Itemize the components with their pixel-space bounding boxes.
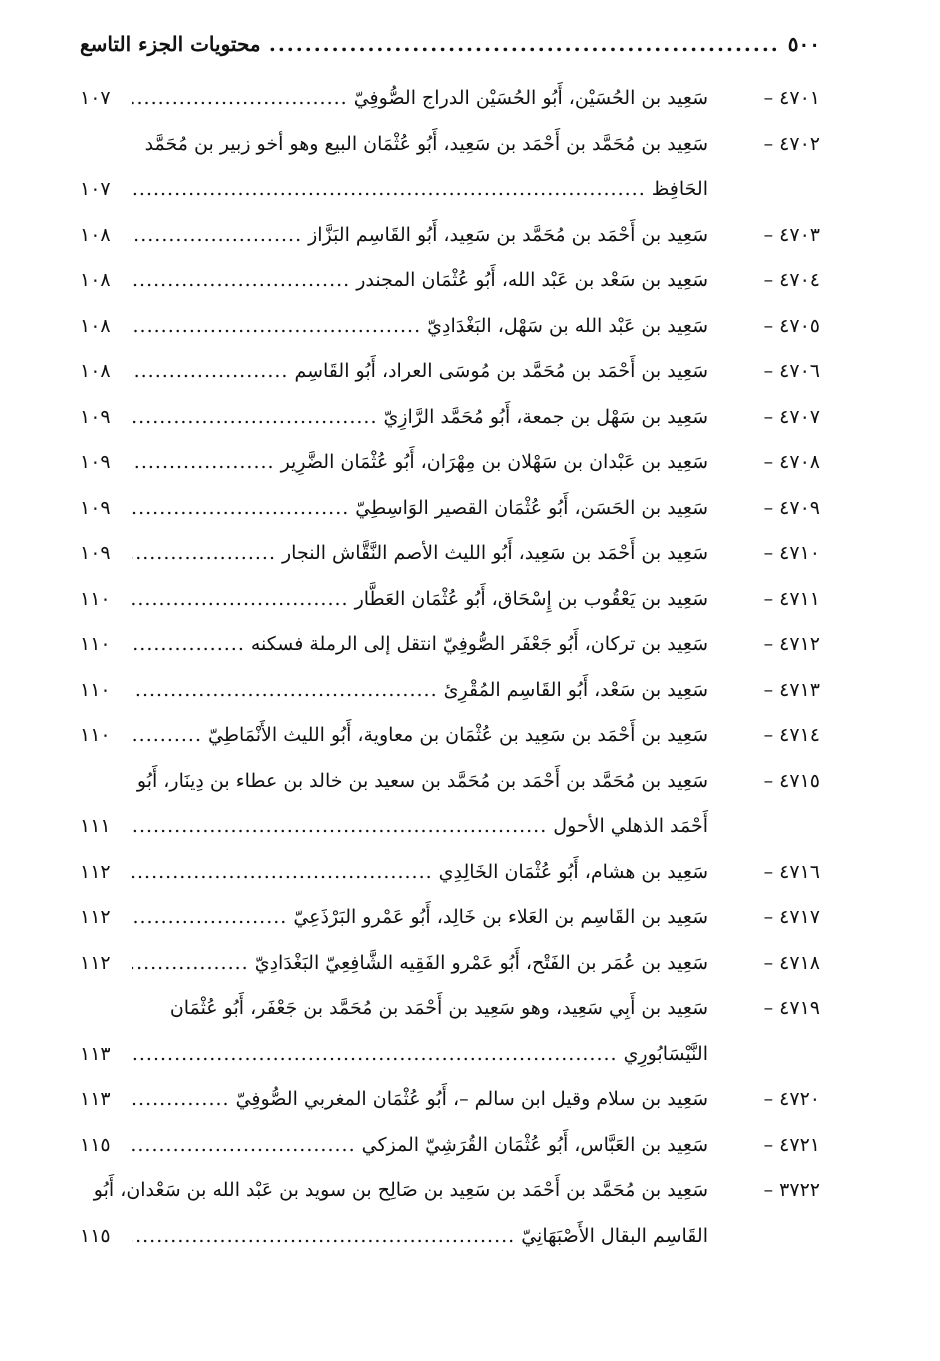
entry-line [80, 122, 820, 168]
contents-entry [80, 577, 820, 623]
entry-title: سَعِيد بن القَاسِم بن العَلاء بن خَالِد، أَبُو عَمْرو البَرْذَعِيّ [293, 906, 708, 928]
entry-title: سَعِيد بن عَبْد الله بن سَهْل، البَغْدَادِيّ [427, 314, 708, 337]
entry-page-number: ١١٣ [80, 1042, 111, 1065]
entry-page-number: ١١٢ [80, 906, 111, 928]
entry-line [80, 486, 820, 532]
entry-title: سَعِيد بن عُمَر بن الفَتْح، أَبُو عَمْرو الفَقِيه الشَّافِعِيّ البَغْدَادِيّ [254, 951, 708, 974]
entry-title: الحَافِظ [651, 178, 708, 200]
entry-line [80, 1214, 820, 1260]
entry-number: ٤٧٠٧ – [763, 405, 820, 428]
entry-line [80, 395, 820, 441]
leader-dots [132, 395, 377, 441]
entry-title: سَعِيد بن الحَسَن، أَبُو عُثْمَان القصير الوَاسِطِيّ [355, 496, 708, 519]
contents-entry [80, 941, 820, 987]
entry-number: ٤٧١٥ – [763, 769, 820, 792]
contents-entry [80, 1123, 820, 1169]
entry-title: سَعِيد بن هشام، أَبُو عُثْمَان الخَالِدِي [438, 860, 708, 883]
entry-number: ٤٧١٣ – [763, 678, 820, 701]
entry-number: ٤٧٢١ – [763, 1133, 820, 1156]
leader-dots [132, 1032, 618, 1078]
entry-title: سَعِيد بن عَبْدان بن سَهْلان بن مِهْرَان، أَبُو عُثْمَان الضَّرِير [280, 451, 708, 473]
entry-line [80, 895, 820, 941]
leader-dots [132, 486, 349, 532]
entry-page-number: ١٠٩ [80, 405, 111, 428]
contents-entry [80, 759, 820, 850]
entry-title: القَاسِم البقال الأَصْبَهَانِيّ [521, 1224, 708, 1247]
entry-line [80, 531, 820, 577]
entry-line [80, 1123, 820, 1169]
entry-line [80, 986, 820, 1032]
entry-page-number: ١١٠ [80, 678, 111, 701]
contents-entry [80, 668, 820, 714]
entry-title: سَعِيد بن الحُسَيْن، أَبُو الحُسَيْن الدراج الصُّوفِيّ [353, 87, 708, 109]
entry-line [80, 304, 820, 350]
contents-entry [80, 122, 820, 213]
entry-number: ٤٧٠٨ – [763, 451, 820, 473]
leader-dots [132, 1077, 230, 1123]
entry-number: ٣٧٢٢ – [763, 1179, 820, 1201]
entry-title: سَعِيد بن سَعْد، أَبُو القَاسِم المُقْرِئ [443, 678, 708, 701]
leader-dots [132, 304, 421, 350]
entry-title: سَعِيد بن مُحَمَّد بن أَحْمَد بن سَعِيد، أَبُو عُثْمَان البيع وهو أخو زبير بن مُحَمَّد [144, 132, 708, 155]
entry-page-number: ١١٠ [80, 633, 111, 655]
entry-line [80, 804, 820, 850]
entry-title: النَّيْسَابُورِي [623, 1042, 708, 1065]
entry-number: ٤٧١٠ – [763, 542, 820, 564]
entry-title: سَعِيد بن أَبِي سَعِيد، وهو سَعِيد بن أَحْمَد بن مُحَمَّد بن جَعْفَر، أَبُو عُثْمَان [169, 997, 708, 1019]
entry-number: ٤٧١٩ – [763, 997, 820, 1019]
contents-entry [80, 713, 820, 759]
contents-entry [80, 850, 820, 896]
entry-title: سَعِيد بن العَبَّاس، أَبُو عُثْمَان القُرَشِيّ المزكي [361, 1133, 708, 1156]
header-leader-dots [269, 32, 780, 56]
entry-line [80, 577, 820, 623]
entry-page-number: ١٠٨ [80, 314, 111, 337]
entry-line [80, 1032, 820, 1078]
entry-title: سَعِيد بن مُحَمَّد بن أَحْمَد بن سَعِيد بن صَالِح بن سويد بن عَبْد الله بن سَعْدان، أَبُو [93, 1179, 708, 1201]
leader-dots [132, 167, 646, 213]
leader-dots [132, 895, 287, 941]
entry-number: ٤٧٠٣ – [763, 223, 820, 246]
leader-dots [132, 349, 288, 395]
contents-entry [80, 395, 820, 441]
entry-title: سَعِيد بن أَحْمَد بن سَعِيد، أَبُو الليث الأصم النَّقَّاش النجار [281, 542, 708, 564]
entry-line [80, 1168, 820, 1214]
entry-page-number: ١٠٩ [80, 451, 111, 473]
entry-page-number: ١١٠ [80, 724, 111, 746]
entry-page-number: ١٠٩ [80, 542, 111, 564]
entry-page-number: ١٠٩ [80, 496, 111, 519]
page-header [80, 32, 820, 68]
leader-dots [132, 713, 202, 759]
contents-entry [80, 349, 820, 395]
leader-dots [132, 941, 249, 987]
entry-number: ٤٧٠٤ – [763, 269, 820, 291]
entry-line [80, 213, 820, 259]
contents-entry [80, 895, 820, 941]
entry-page-number: ١١٢ [80, 951, 111, 974]
leader-dots [132, 258, 350, 304]
entry-number: ٤٧٠٢ – [763, 132, 820, 155]
contents-entry [80, 1168, 820, 1259]
page-title: محتويات الجزء التاسع [80, 32, 261, 56]
leader-dots [132, 804, 547, 850]
entry-line [80, 76, 820, 122]
entry-line [80, 941, 820, 987]
entry-number: ٤٧٠١ – [763, 87, 820, 109]
leader-dots [132, 1214, 515, 1260]
entry-number: ٤٧١٦ – [763, 860, 820, 883]
entry-page-number: ١١١ [80, 815, 111, 837]
entry-title: أَحْمَد الذهلي الأحول [553, 815, 708, 837]
contents-entry [80, 1077, 820, 1123]
leader-dots [132, 213, 302, 259]
entry-title: سَعِيد بن سَعْد بن عَبْد الله، أَبُو عُثْمَان المجندر [356, 269, 708, 291]
entry-number: ٤٧٠٩ – [763, 496, 820, 519]
entry-number: ٤٧١٢ – [763, 633, 820, 655]
contents-entry [80, 986, 820, 1077]
contents-entry [80, 304, 820, 350]
entry-line [80, 1077, 820, 1123]
entry-page-number: ١١٠ [80, 587, 111, 610]
entry-page-number: ١١٥ [80, 1133, 111, 1156]
entry-page-number: ١١٥ [80, 1224, 111, 1247]
entry-number: ٤٧١١ – [763, 587, 820, 610]
entry-line [80, 167, 820, 213]
leader-dots [132, 622, 245, 668]
leader-dots [132, 668, 438, 714]
leader-dots [132, 440, 275, 486]
entry-page-number: ١١٣ [80, 1088, 111, 1110]
entry-line [80, 622, 820, 668]
entry-title: سَعِيد بن يَعْقُوب بن إِسْحَاق، أَبُو عُثْمَان العَطَّار [354, 587, 708, 610]
entry-title: سَعِيد بن أَحْمَد بن مُحَمَّد بن سَعِيد، أَبُو القَاسِم البَزَّاز [308, 223, 708, 246]
entry-number: ٤٧١٧ – [763, 906, 820, 928]
entry-page-number: ١٠٨ [80, 360, 111, 382]
leader-dots [132, 1123, 356, 1169]
contents-entry [80, 440, 820, 486]
contents-entry [80, 622, 820, 668]
entry-line [80, 668, 820, 714]
entry-title: سَعِيد بن أَحْمَد بن مُحَمَّد بن مُوسَى العراد، أَبُو القَاسِم [294, 360, 708, 382]
entry-number: ٤٧١٤ – [763, 724, 820, 746]
entry-line [80, 258, 820, 304]
contents-entry [80, 213, 820, 259]
entry-title: سَعِيد بن سَهْل بن جمعة، أَبُو مُحَمَّد الرَّازِيّ [383, 405, 708, 428]
leader-dots [132, 850, 433, 896]
entry-line [80, 349, 820, 395]
entry-line [80, 713, 820, 759]
leader-dots [132, 577, 349, 623]
entry-line [80, 850, 820, 896]
entry-line [80, 440, 820, 486]
entry-number: ٤٧٠٥ – [763, 314, 820, 337]
leader-dots [132, 76, 348, 122]
entry-page-number: ١٠٧ [80, 178, 111, 200]
entry-page-number: ١٠٧ [80, 87, 111, 109]
entry-number: ٤٧٠٦ – [763, 360, 820, 382]
entry-title: سَعِيد بن سلام وقيل ابن سالم –، أَبُو عُثْمَان المغربي الصُّوفِيّ [235, 1088, 708, 1110]
entry-title: سَعِيد بن تركان، أَبُو جَعْفَر الصُّوفِيّ انتقل إلى الرملة فسكنه [250, 633, 708, 655]
entry-line [80, 759, 820, 805]
entry-title: سَعِيد بن أَحْمَد بن سَعِيد بن عُثْمَان بن معاوية، أَبُو الليث الأَنْمَاطِيّ [208, 724, 708, 746]
entry-number: ٤٧٢٠ – [763, 1088, 820, 1110]
entry-page-number: ١٠٨ [80, 269, 111, 291]
contents-entry [80, 486, 820, 532]
page-number: ٥٠٠ [787, 32, 820, 56]
entry-page-number: ١١٢ [80, 860, 111, 883]
leader-dots [132, 531, 276, 577]
entry-number: ٤٧١٨ – [763, 951, 820, 974]
entry-title: سَعِيد بن مُحَمَّد بن أَحْمَد بن مُحَمَّد بن سعيد بن خالد بن عطاء بن دِينَار، أَبُو [136, 769, 708, 792]
contents-entry [80, 258, 820, 304]
entry-page-number: ١٠٨ [80, 223, 111, 246]
contents-list [80, 76, 820, 1259]
contents-entry [80, 76, 820, 122]
contents-entry [80, 531, 820, 577]
